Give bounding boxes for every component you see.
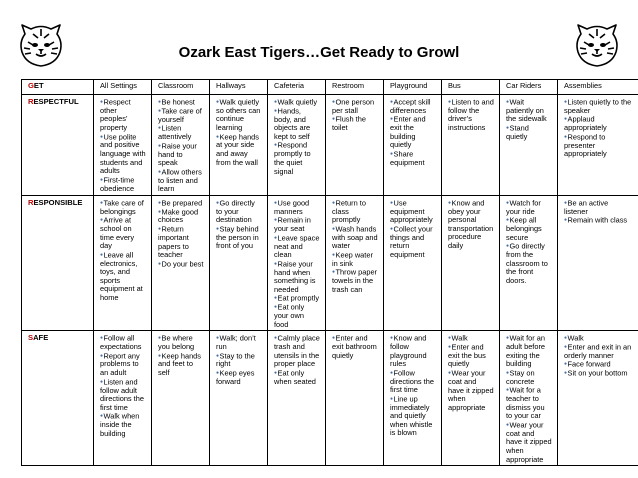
expectation-item <box>100 216 146 251</box>
bullet-icon: ● <box>158 260 162 267</box>
expectation-text: Wait patiently on the sidewalk <box>506 97 547 124</box>
bullet-icon: ● <box>274 142 278 149</box>
bullet-icon: ● <box>448 344 452 351</box>
row-label-initial: R <box>28 197 34 207</box>
bullet-icon: ● <box>332 199 336 206</box>
matrix-cell <box>384 95 442 196</box>
bullet-icon: ● <box>448 99 452 105</box>
row-label-rest: AFE <box>33 333 49 343</box>
expectation-item <box>100 352 146 378</box>
bullet-icon: ● <box>448 370 452 377</box>
matrix-cell <box>384 331 442 466</box>
expectation-item <box>158 260 204 269</box>
bullet-icon: ● <box>332 99 336 105</box>
expectation-text: Walk quietly so others can continue learning <box>216 97 261 133</box>
column-header: Bus <box>442 80 500 95</box>
expectation-text: Follow directions the first time <box>390 368 434 395</box>
matrix-row <box>22 195 638 330</box>
expectation-item <box>158 142 204 168</box>
bullet-icon: ● <box>390 335 394 342</box>
matrix-cell <box>558 95 638 196</box>
matrix-cell <box>442 95 500 196</box>
corner-initial: G <box>28 81 34 90</box>
expectation-text: Flush the toilet <box>332 114 366 133</box>
expectation-text: Keep water in sink <box>332 250 373 268</box>
expectation-text: Know and obey your personal transportation procedure daily <box>448 198 494 250</box>
expectation-text: Enter and exit bathroom quietly <box>332 333 377 360</box>
expectation-text: Be an active listener <box>564 198 609 216</box>
bullet-icon: ● <box>274 369 278 376</box>
bullet-icon: ● <box>216 99 220 105</box>
expectation-text: Keep all belongings secure <box>506 215 542 242</box>
expectation-item <box>274 334 320 369</box>
expectation-text: Keep eyes forward <box>216 368 255 386</box>
expectation-item <box>100 251 146 303</box>
matrix-row <box>22 331 638 466</box>
expectation-item <box>274 234 320 260</box>
expectation-text: Go directly to your destination <box>216 198 255 225</box>
bullet-icon: ● <box>506 125 510 132</box>
expectation-text: Enter and exit in an orderly manner <box>564 342 632 360</box>
expectation-text: Take care of belongings <box>100 198 144 216</box>
expectation-text: Take care of yourself <box>158 106 202 124</box>
expectation-text: Wear your coat and have it zipped when appropriate <box>506 420 552 464</box>
expectation-text: Wash hands with soap and water <box>332 224 378 251</box>
expectation-item <box>390 199 436 225</box>
behavior-matrix <box>21 79 638 466</box>
bullet-icon: ● <box>390 116 394 123</box>
expectation-text: Leave space neat and clean <box>274 232 320 260</box>
bullet-icon: ● <box>564 217 568 224</box>
expectation-item <box>390 115 436 150</box>
expectation-text: Collect your things and return equipment <box>390 224 433 259</box>
bullet-icon: ● <box>158 142 162 149</box>
bullet-icon: ● <box>274 217 278 224</box>
expectation-text: Report any problems to an adult <box>100 350 140 378</box>
matrix-cell <box>558 195 638 330</box>
bullet-icon: ● <box>158 125 162 132</box>
expectation-text: Use equipment appropriately <box>390 198 433 225</box>
expectation-text: Raise your hand to speak <box>158 140 197 168</box>
expectation-text: Share equipment <box>390 149 425 167</box>
bullet-icon: ● <box>332 251 336 258</box>
expectation-text: Stay to the right <box>216 350 255 369</box>
expectation-text: Be where you belong <box>158 333 195 352</box>
bullet-icon: ● <box>158 208 162 215</box>
expectation-item <box>506 216 552 242</box>
bullet-icon: ● <box>158 107 162 114</box>
bullet-icon: ● <box>564 99 568 105</box>
expectation-item <box>216 369 262 386</box>
expectation-item <box>564 199 633 216</box>
expectation-text: Be prepared <box>161 198 203 208</box>
expectation-item <box>564 133 633 159</box>
expectation-item <box>506 199 552 216</box>
expectation-item <box>216 199 262 225</box>
expectation-text: Listen attentively <box>158 123 192 142</box>
expectation-item <box>332 225 378 251</box>
corner-label <box>22 80 94 95</box>
expectation-item <box>158 124 204 141</box>
expectation-text: Listen and follow adult directions the first time <box>100 376 144 412</box>
expectation-item <box>158 168 204 194</box>
bullet-icon: ● <box>564 116 568 123</box>
expectation-item <box>506 369 552 386</box>
bullet-icon: ● <box>274 107 278 114</box>
bullet-icon: ● <box>564 344 568 351</box>
column-header: Classroom <box>152 80 210 95</box>
bullet-icon: ● <box>216 225 220 232</box>
expectation-item <box>274 199 320 216</box>
expectation-item <box>390 369 436 395</box>
expectation-item <box>216 334 262 351</box>
matrix-cell <box>442 331 500 466</box>
expectation-item <box>448 343 494 369</box>
expectation-text: Respond promptly to the quiet signal <box>274 140 311 176</box>
expectation-item <box>448 199 494 251</box>
column-header: All Settings <box>94 80 152 95</box>
expectation-item <box>332 199 378 225</box>
expectation-text: Raise your hand when something is needed <box>274 258 316 294</box>
matrix-cell <box>384 195 442 330</box>
bullet-icon: ● <box>216 199 220 206</box>
matrix-cell <box>152 195 210 330</box>
expectation-item <box>506 334 552 369</box>
bullet-icon: ● <box>216 335 220 342</box>
bullet-icon: ● <box>448 335 452 342</box>
matrix-cell <box>326 331 384 466</box>
expectation-item <box>390 150 436 167</box>
matrix-cell <box>326 95 384 196</box>
column-header: Car Riders <box>500 80 558 95</box>
bullet-icon: ● <box>274 99 278 105</box>
bullet-icon: ● <box>564 199 568 206</box>
expectation-item <box>506 386 552 421</box>
expectation-text: Allow others to listen and learn <box>158 167 202 194</box>
row-label-initial: R <box>28 97 34 106</box>
expectation-item <box>100 378 146 413</box>
expectation-text: Accept skill differences <box>390 97 431 115</box>
expectation-text: One person per stall <box>332 97 375 115</box>
matrix-cell <box>268 195 326 330</box>
bullet-icon: ● <box>506 369 510 376</box>
bullet-icon: ● <box>390 225 394 232</box>
matrix-cell <box>268 95 326 196</box>
expectation-item <box>506 98 552 124</box>
bullet-icon: ● <box>390 151 394 158</box>
expectation-item <box>100 334 146 351</box>
bullet-icon: ● <box>274 199 278 206</box>
matrix-cell <box>442 195 500 330</box>
expectation-item <box>564 98 633 115</box>
expectation-text: Sit on your bottom <box>567 368 628 378</box>
expectation-text: Enter and exit the bus quietly <box>448 342 486 369</box>
expectation-item <box>332 334 378 360</box>
bullet-icon: ● <box>332 269 336 276</box>
bullet-icon: ● <box>158 168 162 175</box>
bullet-icon: ● <box>274 234 278 241</box>
bullet-icon: ● <box>216 352 220 359</box>
bullet-icon: ● <box>564 370 568 377</box>
expectation-item <box>216 98 262 133</box>
bullet-icon: ● <box>448 199 452 206</box>
bullet-icon: ● <box>564 133 568 140</box>
expectation-text: Do your best <box>161 258 204 268</box>
expectation-item <box>216 133 262 168</box>
bullet-icon: ● <box>506 387 510 394</box>
page-title: Ozark East Tigers…Get Ready to Growl <box>178 44 460 61</box>
expectation-text: Eat only your own food <box>274 302 305 329</box>
matrix-cell <box>558 331 638 466</box>
expectation-item <box>216 225 262 251</box>
bullet-icon: ● <box>506 243 510 250</box>
bullet-icon: ● <box>216 370 220 377</box>
expectation-text: Make good choices <box>158 206 199 225</box>
bullet-icon: ● <box>506 217 510 224</box>
bullet-icon: ● <box>274 260 278 267</box>
bullet-icon: ● <box>506 421 510 428</box>
bullet-icon: ● <box>274 335 278 342</box>
expectation-item <box>448 98 494 133</box>
expectation-item <box>274 260 320 295</box>
matrix-cell <box>210 95 268 196</box>
expectation-text: Keep hands at your side and away from the wall <box>216 131 259 167</box>
expectation-item <box>390 98 436 115</box>
expectation-text: Wear your coat and have it zipped when appropriate <box>448 368 494 412</box>
expectation-item <box>506 421 552 464</box>
matrix-cell <box>94 195 152 330</box>
expectation-item <box>390 225 436 260</box>
matrix-cell <box>210 195 268 330</box>
expectation-item <box>564 369 633 378</box>
expectation-text: Remain in your seat <box>274 215 311 234</box>
column-header: Cafeteria <box>268 80 326 95</box>
matrix-cell <box>94 331 152 466</box>
expectation-item <box>274 369 320 386</box>
bullet-icon: ● <box>390 199 394 206</box>
bullet-icon: ● <box>332 225 336 232</box>
expectation-text: Face forward <box>567 359 611 369</box>
expectation-item <box>390 395 436 438</box>
expectation-item <box>332 115 378 132</box>
bullet-icon: ● <box>564 335 568 342</box>
matrix-cell <box>500 195 558 330</box>
expectation-text: Remain with class <box>567 215 628 225</box>
bullet-icon: ● <box>100 217 104 224</box>
matrix-cell <box>268 331 326 466</box>
bullet-icon: ● <box>100 378 104 385</box>
bullet-icon: ● <box>100 251 104 258</box>
bullet-icon: ● <box>216 133 220 140</box>
expectation-text: Stay on concrete <box>506 368 535 386</box>
column-header: Assemblies <box>558 80 638 95</box>
bullet-icon: ● <box>564 361 568 368</box>
bullet-icon: ● <box>274 304 278 311</box>
expectation-item <box>158 352 204 378</box>
bullet-icon: ● <box>332 335 336 342</box>
expectation-item <box>100 176 146 193</box>
expectation-text: Listen quietly to the speaker <box>564 97 632 115</box>
expectation-item <box>100 199 146 216</box>
bullet-icon: ● <box>158 99 162 105</box>
expectation-text: Enter and exit the building quietly <box>390 114 426 150</box>
expectation-text: First-time obedience <box>100 175 135 193</box>
expectation-text: Return to class promptly <box>332 198 366 225</box>
bullet-icon: ● <box>158 352 162 359</box>
expectation-item <box>158 334 204 351</box>
bullet-icon: ● <box>158 226 162 233</box>
bullet-icon: ● <box>390 369 394 376</box>
expectation-text: Be honest <box>161 97 195 107</box>
expectation-text: Eat only when seated <box>274 368 316 386</box>
expectation-text: Walk when inside the building <box>100 411 140 438</box>
expectation-text: Walk; don’t run <box>216 333 256 352</box>
row-label-rest: ESPECTFUL <box>33 97 79 106</box>
expectation-text: Walk <box>567 333 584 343</box>
bullet-icon: ● <box>100 335 104 342</box>
row-label <box>22 95 94 196</box>
expectation-text: Walk quietly <box>277 97 318 107</box>
expectation-text: Leave all electronics, toys, and sports equipment at home <box>100 250 143 303</box>
column-header: Hallways <box>210 80 268 95</box>
matrix-cell <box>210 331 268 466</box>
expectation-item <box>506 242 552 285</box>
bullet-icon: ● <box>158 199 162 206</box>
bullet-icon: ● <box>390 99 394 105</box>
expectation-text: Respect other peoples’ property <box>100 97 131 133</box>
row-label <box>22 195 94 330</box>
expectation-text: Throw paper towels in the trash can <box>332 267 378 294</box>
expectation-item <box>274 216 320 233</box>
bullet-icon: ● <box>100 352 104 359</box>
matrix-cell <box>152 95 210 196</box>
expectation-item <box>390 334 436 369</box>
expectation-item <box>100 98 146 133</box>
bullet-icon: ● <box>390 395 394 402</box>
expectation-item <box>564 343 633 360</box>
expectation-text: Stay behind the person in front of you <box>216 224 259 251</box>
column-header: Playground <box>384 80 442 95</box>
expectation-item <box>332 268 378 294</box>
expectation-text: Follow all expectations <box>100 333 142 352</box>
matrix-cell <box>500 95 558 196</box>
expectation-text: Go directly from the classroom to the front doors. <box>506 241 548 285</box>
expectation-item <box>332 251 378 268</box>
bullet-icon: ● <box>274 295 278 302</box>
expectation-text: Walk <box>451 333 468 343</box>
expectation-item <box>506 124 552 141</box>
bullet-icon: ● <box>506 335 510 342</box>
bullet-icon: ● <box>100 133 104 140</box>
matrix-cell <box>152 331 210 466</box>
bullet-icon: ● <box>100 99 104 105</box>
header-row <box>22 80 638 95</box>
bullet-icon: ● <box>100 199 104 206</box>
expectation-item <box>158 208 204 225</box>
bullet-icon: ● <box>332 116 336 123</box>
expectation-text: Stand quietly <box>506 123 529 141</box>
expectation-text: Wait for an adult before exiting the building <box>506 333 546 369</box>
expectation-text: Applaud appropriately <box>564 114 607 133</box>
expectation-text: Use good manners <box>274 198 310 216</box>
expectation-item <box>274 141 320 176</box>
bullet-icon: ● <box>506 99 510 105</box>
expectation-item <box>564 115 633 132</box>
expectation-text: Wait for a teacher to dismiss you to your car <box>506 385 545 421</box>
expectation-item <box>100 133 146 176</box>
row-label-initial: S <box>28 333 34 343</box>
matrix-row <box>22 95 638 196</box>
expectation-item <box>100 412 146 438</box>
expectation-item <box>158 225 204 260</box>
column-header: Restroom <box>326 80 384 95</box>
expectation-item <box>158 107 204 124</box>
expectation-item <box>564 216 633 225</box>
expectation-text: Hands, body, and objects are kept to self <box>274 106 311 141</box>
expectation-text: Listen to and follow the driver’s instructions <box>448 97 494 133</box>
expectation-text: Know and follow playground rules <box>390 333 427 369</box>
expectation-item <box>448 369 494 412</box>
bullet-icon: ● <box>158 335 162 342</box>
expectation-text: Line up immediately and quietly when whistle is blown <box>390 394 433 438</box>
expectation-text: Eat promptly <box>277 293 320 303</box>
bullet-icon: ● <box>100 176 104 183</box>
corner-rest: ET <box>33 81 44 90</box>
expectation-item <box>332 98 378 115</box>
expectation-item <box>274 303 320 329</box>
bullet-icon: ● <box>100 413 104 420</box>
expectation-text: Use polite and positive language with students and adults <box>100 131 146 176</box>
expectation-text: Return important papers to teacher <box>158 224 189 260</box>
expectation-item <box>216 352 262 369</box>
expectation-text: Watch for your ride <box>506 198 541 216</box>
expectation-item <box>274 107 320 142</box>
row-label <box>22 331 94 466</box>
expectation-text: Respond to presenter appropriately <box>564 132 607 159</box>
expectation-text: Arrive at school on time every day <box>100 215 135 251</box>
matrix-cell <box>500 331 558 466</box>
bullet-icon: ● <box>506 199 510 206</box>
expectation-text: Calmly place trash and utensils in the proper place <box>274 333 320 369</box>
matrix-cell <box>94 95 152 196</box>
row-label-rest: ESPONSIBLE <box>33 197 83 207</box>
expectation-text: Keep hands and feet to self <box>158 350 201 378</box>
matrix-cell <box>326 195 384 330</box>
